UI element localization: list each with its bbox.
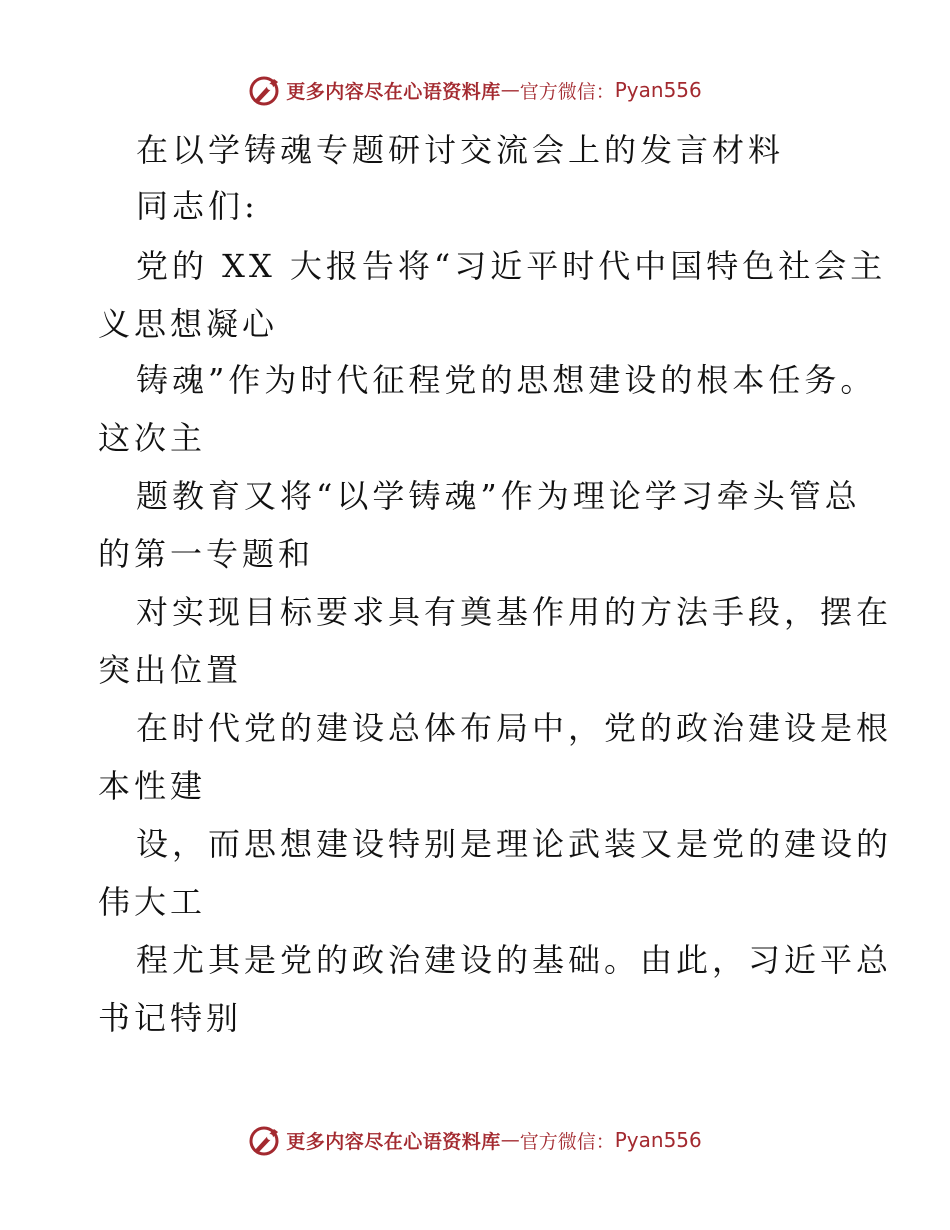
body-line: 程尤其是党的政治建设的基础。由此，习近平总 [136,941,893,979]
banner-text: 更多内容尽在心语资料库 [286,1130,501,1153]
body-line: 本性建 [98,767,207,805]
banner-wechat-id: Pyan556 [614,1128,702,1152]
document-title: 在以学铸魂专题研讨交流会上的发言材料 [136,131,785,169]
body-line: 在时代党的建设总体布局中，党的政治建设是根 [136,709,893,747]
header-banner [0,70,950,110]
body-line: 设，而思想建设特别是理论武装又是党的建设的 [136,825,893,863]
banner-dash: — [500,1129,520,1151]
body-line: 对实现目标要求具有奠基作用的方法手段，摆在 [136,593,893,631]
banner-wechat-id: Pyan556 [614,78,702,102]
body-line: 这次主 [98,419,207,457]
red-quill-logo-icon [248,1123,282,1157]
body-line: 铸魂”作为时代征程党的思想建设的根本任务。 [136,361,877,399]
body-line: 党的 XX 大报告将“习近平时代中国特色社会主 [136,247,887,285]
footer-banner [0,1120,950,1160]
banner-text: 更多内容尽在心语资料库 [286,80,501,103]
body-line: 书记特别 [98,999,243,1037]
red-quill-logo-icon [248,73,282,107]
banner-wechat-label: 官方微信： [519,1130,615,1153]
greeting: 同志们: [136,187,259,225]
body-line: 义思想凝心 [98,305,279,343]
banner-dash: — [500,79,520,101]
body-line: 题教育又将“以学铸魂”作为理论学习牵头管总 [136,477,861,515]
body-line: 突出位置 [98,651,243,689]
body-line: 的第一专题和 [98,535,315,573]
banner-wechat-label: 官方微信： [519,80,615,103]
body-line: 伟大工 [98,883,207,921]
